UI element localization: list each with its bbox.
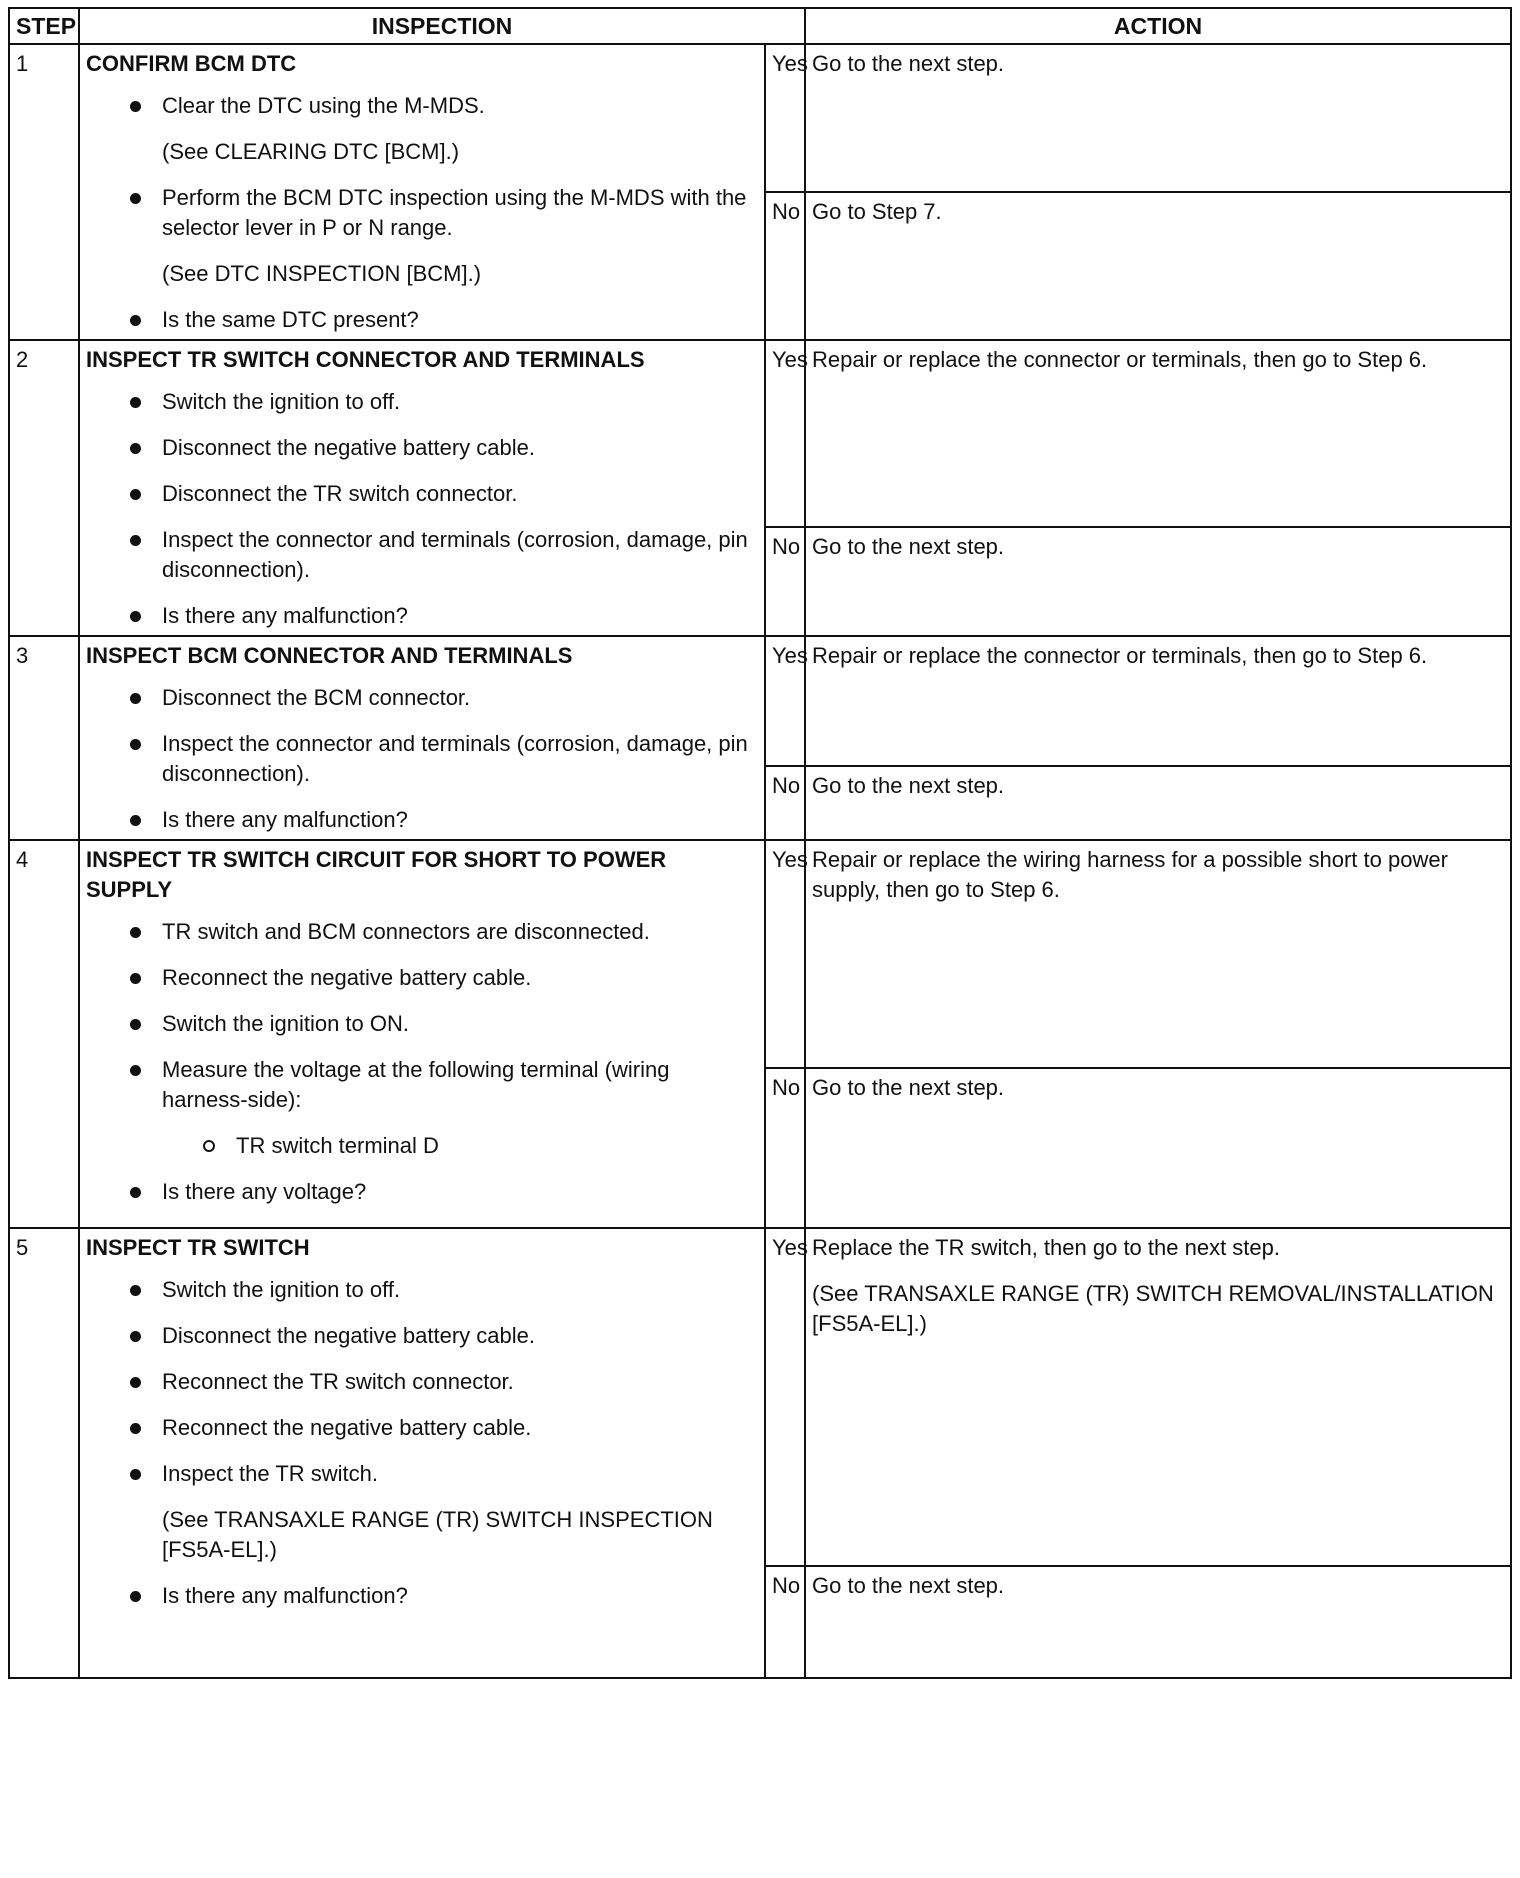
inspection-cell — [79, 1228, 765, 1678]
inspection-bullet: TR switch and BCM connectors are disconnected. — [86, 917, 758, 947]
inspection-note: (See CLEARING DTC [BCM].) — [162, 139, 460, 164]
inspection-bullet: Clear the DTC using the M-MDS. — [86, 91, 758, 121]
yes-action — [805, 840, 1511, 1068]
inspection-bullet: Switch the ignition to off. — [86, 387, 758, 417]
yes-label: Yes — [765, 1228, 805, 1566]
inspection-title: INSPECT TR SWITCH CONNECTOR AND TERMINALS — [86, 347, 645, 372]
inspection-title: INSPECT BCM CONNECTOR AND TERMINALS — [86, 643, 573, 668]
inspection-bullet: Perform the BCM DTC inspection using the M-MDS with the selector lever in P or N range. — [86, 183, 758, 243]
table-header-row — [9, 8, 1511, 44]
inspection-bullet: Measure the voltage at the following terminal (wiring harness-side): — [86, 1055, 758, 1115]
no-label: No — [765, 1566, 805, 1678]
inspection-bullet: Inspect the TR switch. — [86, 1459, 758, 1489]
no-action — [805, 192, 1511, 340]
inspection-title: CONFIRM BCM DTC — [86, 51, 297, 76]
diagnostic-procedure-table — [8, 7, 1512, 1679]
inspection-cell — [79, 636, 765, 840]
inspection-note: (See TRANSAXLE RANGE (TR) SWITCH INSPECTION [FS5A-EL].) — [162, 1507, 713, 1562]
no-action — [805, 527, 1511, 636]
inspection-cell — [79, 44, 765, 340]
no-label: No — [765, 766, 805, 840]
yes-action-note: (See TRANSAXLE RANGE (TR) SWITCH REMOVAL/INSTALLATION [FS5A-EL].) — [812, 1281, 1494, 1336]
yes-action-text: Repair or replace the connector or terminals, then go to Step 6. — [812, 347, 1428, 372]
yes-action-text: Repair or replace the wiring harness for a possible short to power supply, then go to Step 6. — [812, 847, 1448, 902]
inspection-bullet: Reconnect the TR switch connector. — [86, 1367, 758, 1397]
no-action-text: Go to Step 7. — [812, 199, 942, 224]
yes-action-text: Replace the TR switch, then go to the next step. — [812, 1235, 1280, 1260]
yes-label: Yes — [765, 340, 805, 527]
yes-action-text: Go to the next step. — [812, 51, 1005, 76]
no-action-text: Go to the next step. — [812, 1075, 1005, 1100]
inspection-bullet: Inspect the connector and terminals (corrosion, damage, pin disconnection). — [86, 525, 758, 585]
step-row-yes — [9, 1228, 1511, 1566]
inspection-question: Is there any malfunction? — [86, 1581, 758, 1611]
step-row-yes — [9, 636, 1511, 766]
inspection-question: Is the same DTC present? — [86, 305, 758, 335]
step-row-yes — [9, 340, 1511, 527]
inspection-title: INSPECT TR SWITCH — [86, 1235, 310, 1260]
step-number: 4 — [9, 840, 79, 1228]
header-action: ACTION — [805, 8, 1511, 44]
no-action-text: Go to the next step. — [812, 534, 1005, 560]
step-number: 2 — [9, 340, 79, 636]
no-action-text: Go to the next step. — [812, 772, 1005, 798]
header-inspection: INSPECTION — [79, 8, 805, 44]
inspection-bullet: Reconnect the negative battery cable. — [86, 1413, 758, 1443]
no-action — [805, 1068, 1511, 1228]
inspection-question: Is there any malfunction? — [86, 805, 758, 835]
step-row-yes — [9, 840, 1511, 1068]
yes-action — [805, 340, 1511, 527]
inspection-bullet: Switch the ignition to off. — [86, 1275, 758, 1305]
inspection-cell — [79, 340, 765, 636]
yes-label: Yes — [765, 636, 805, 766]
no-label: No — [765, 192, 805, 340]
yes-label: Yes — [765, 44, 805, 192]
yes-action-text: Repair or replace the connector or terminals, then go to Step 6. — [812, 643, 1428, 668]
inspection-cell — [79, 840, 765, 1228]
header-step: STEP — [9, 8, 79, 44]
no-label: No — [765, 1068, 805, 1228]
step-number: 1 — [9, 44, 79, 340]
yes-label: Yes — [765, 840, 805, 1068]
inspection-bullet: Reconnect the negative battery cable. — [86, 963, 758, 993]
inspection-question: Is there any malfunction? — [86, 601, 758, 631]
inspection-note: (See DTC INSPECTION [BCM].) — [162, 261, 482, 286]
inspection-bullet: Disconnect the negative battery cable. — [86, 433, 758, 463]
yes-action — [805, 636, 1511, 766]
step-row-yes — [9, 44, 1511, 192]
no-label: No — [765, 527, 805, 636]
terminal-sub-item: TR switch terminal D — [86, 1131, 758, 1161]
no-action — [805, 766, 1511, 840]
inspection-title: INSPECT TR SWITCH CIRCUIT FOR SHORT TO POWER SUPPLY — [86, 847, 667, 902]
inspection-bullet: Disconnect the BCM connector. — [86, 683, 758, 713]
procedure-page — [8, 7, 1512, 1869]
inspection-bullet: Switch the ignition to ON. — [86, 1009, 758, 1039]
yes-action — [805, 44, 1511, 192]
step-number: 5 — [9, 1228, 79, 1678]
no-action — [805, 1566, 1511, 1678]
yes-action — [805, 1228, 1511, 1566]
inspection-bullet: Disconnect the negative battery cable. — [86, 1321, 758, 1351]
no-action-text: Go to the next step. — [812, 1573, 1005, 1598]
inspection-bullet: Disconnect the TR switch connector. — [86, 479, 758, 509]
inspection-question: Is there any voltage? — [86, 1177, 758, 1207]
step-number: 3 — [9, 636, 79, 840]
inspection-bullet: Inspect the connector and terminals (corrosion, damage, pin disconnection). — [86, 729, 758, 789]
